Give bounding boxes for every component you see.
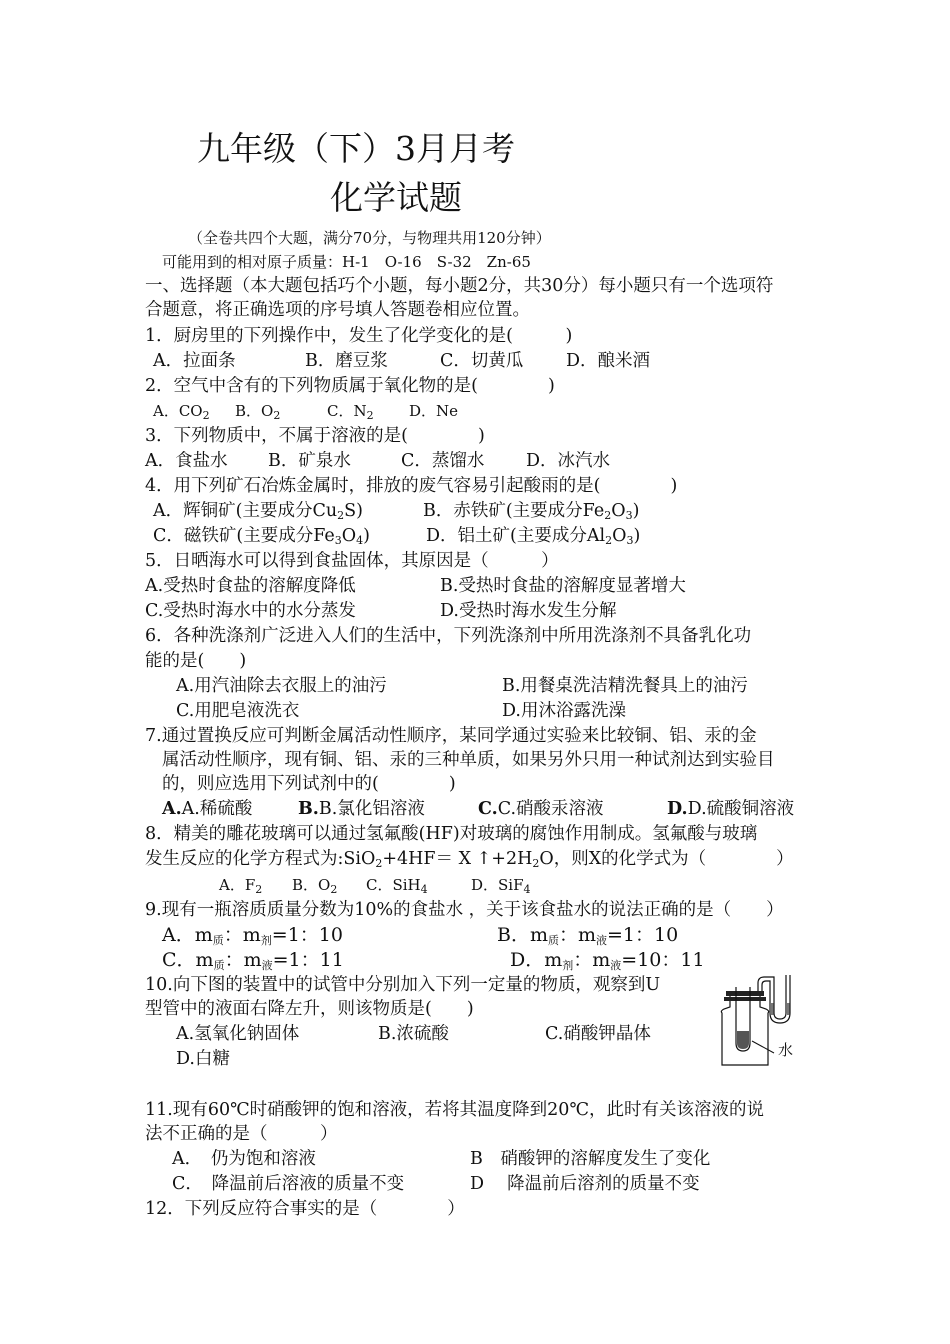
q10-option-b: B.浓硫酸: [378, 1024, 449, 1044]
q8-stem-line1: 8．精美的雕花玻璃可以通过氢氟酸(HF)对玻璃的腐蚀作用制成。氢氟酸与玻璃: [145, 824, 758, 844]
q7-option-c: C.C.硝酸汞溶液: [478, 799, 604, 819]
q7-stem-line2: 属活动性顺序，现有铜、铝、汞的三种单质，如果另外只用一种试剂达到实验目: [162, 750, 775, 770]
q1-stem: 1．厨房里的下列操作中，发生了化学变化的是( ): [145, 326, 573, 346]
q8-option-b: B．$O_2$: [292, 876, 338, 896]
q9-option-d: D．$m_剂$：$m_液=10$：11: [510, 949, 705, 972]
q1-option-a: A．拉面条: [153, 351, 236, 371]
q3-option-d: D．冰汽水: [526, 451, 611, 471]
q11-option-d: D 降温前后溶剂的质量不变: [470, 1174, 700, 1194]
q7-option-a: A.A.稀硫酸: [162, 799, 253, 819]
q10-option-c: C.硝酸钾晶体: [545, 1024, 651, 1044]
q9-option-b: B．$m_质$：$m_液=1$：10: [497, 924, 679, 947]
q10-stem-line2: 型管中的液面右降左升，则该物质是( ): [145, 999, 474, 1019]
q4-stem: 4．用下列矿石冶炼金属时，排放的废气容易引起酸雨的是( ): [145, 476, 678, 496]
q1-option-d: D．酿米酒: [566, 351, 651, 371]
q3-option-c: C．蒸馏水: [401, 451, 485, 471]
q2-option-b: B．$O_2$: [235, 402, 281, 422]
q5-option-a: A.受热时食盐的溶解度降低: [145, 576, 356, 596]
exam-subtitle: 化学试题: [330, 178, 462, 217]
q4-option-b: B．赤铁矿(主要成分$Fe_2O_3$): [423, 501, 640, 522]
q10-stem-line1: 10.向下图的装置中的试管中分别加入下列一定量的物质，观察到U: [145, 975, 661, 995]
q7-option-d: D.D.硫酸铜溶液: [667, 799, 795, 819]
q6-option-a: A.用汽油除去衣服上的油污: [176, 676, 387, 696]
q11-stem-line1: 11.现有60℃时硝酸钾的饱和溶液，若将其温度降到20℃，此时有关该溶液的说: [145, 1100, 765, 1120]
q4-option-c: C．磁铁矿(主要成分$Fe_3O_4$): [153, 526, 370, 547]
q4-option-a: A．辉铜矿(主要成分$Cu_2S$): [153, 501, 363, 522]
q3-option-a: A．食盐水: [145, 451, 228, 471]
q12-stem: 12．下列反应符合事实的是（ ）: [145, 1199, 465, 1219]
q8-option-a: A．$F_2$: [219, 876, 263, 896]
q9-stem: 9.现有一瓶溶质质量分数为10%的食盐水 ，关于该食盐水的说法正确的是（ ）: [145, 900, 784, 920]
q3-stem: 3．下列物质中，不属于溶液的是( ): [145, 426, 485, 446]
q1-option-b: B．磨豆浆: [305, 351, 388, 371]
q6-option-d: D.用沐浴露洗澡: [502, 701, 626, 721]
q4-option-d: D．铝土矿(主要成分$Al_2O_3$): [426, 526, 641, 547]
q5-option-d: D.受热时海水发生分解: [440, 601, 617, 621]
u-tube-apparatus-figure: [712, 973, 832, 1073]
q6-option-b: B.用餐桌洗洁精洗餐具上的油污: [502, 676, 748, 696]
atomic-mass-line: 可能用到的相对原子质量：H-1 O-16 S-32 Zn-65: [162, 253, 531, 271]
q7-stem-line1: 7.通过置换反应可判断金属活动性顺序，某同学通过实验来比较铜、铝、汞的金: [145, 726, 757, 746]
q2-option-d: D．Ne: [409, 402, 459, 420]
q11-option-c: C． 降温前后溶液的质量不变: [172, 1174, 405, 1194]
q11-option-b: B 硝酸钾的溶解度发生了变化: [470, 1149, 711, 1169]
exam-title: 九年级（下）3月月考: [197, 129, 515, 168]
q2-option-a: A．$CO_2$: [153, 402, 210, 422]
q8-stem-line2: 发生反应的化学方程式为:SiO$_2$+4HF＝ X $↑+2H_2O$，则X的化学式为（ ）: [145, 849, 794, 870]
exam-note: （全卷共四个大题，满分70分，与物理共用120分钟）: [188, 229, 551, 247]
q2-stem: 2．空气中含有的下列物质属于氧化物的是( ): [145, 376, 555, 396]
q7-option-b: B.B.氯化铝溶液: [298, 799, 425, 819]
q7-stem-line3: 的，则应选用下列试剂中的( ): [162, 774, 456, 794]
q2-option-c: C．$N_2$: [327, 402, 374, 422]
q8-option-d: D．SiF$_4$: [471, 876, 531, 896]
q11-stem-line2: 法不正确的是（ ）: [145, 1124, 338, 1144]
q8-option-c: C．SiH$_4$: [366, 876, 428, 896]
q9-option-a: A．$m_质$：$m_剂=1$：10: [162, 924, 343, 947]
q11-option-a: A． 仍为饱和溶液: [172, 1149, 316, 1169]
q10-option-a: A.氢氧化钠固体: [176, 1024, 300, 1044]
q6-stem-line2: 能的是( ): [145, 651, 247, 671]
q5-stem: 5．日晒海水可以得到食盐固体，其原因是（ ）: [145, 551, 559, 571]
q3-option-b: B．矿泉水: [268, 451, 351, 471]
section-instruction-line1: 一、选择题（本大题包括巧个小题，每小题2分，共30分）每小题只有一个选项符: [145, 276, 774, 296]
q10-option-d: D.白糖: [176, 1049, 230, 1069]
section-instruction-line2: 合题意，将正确选项的序号填人答题卷相应位置。: [145, 300, 530, 320]
water-label: 水: [778, 1041, 794, 1059]
apparatus-drawing: [712, 973, 832, 1073]
q1-option-c: C．切黄瓜: [440, 351, 524, 371]
q5-option-c: C.受热时海水中的水分蒸发: [145, 601, 356, 621]
q6-option-c: C.用肥皂液洗衣: [176, 701, 300, 721]
q5-option-b: B.受热时食盐的溶解度显著增大: [440, 576, 686, 596]
q9-option-c: C．$m_质$：$m_液=1$：11: [162, 949, 344, 972]
q6-stem-line1: 6．各种洗涤剂广泛进入人们的生活中，下列洗涤剂中所用洗涤剂不具备乳化功: [145, 626, 752, 646]
